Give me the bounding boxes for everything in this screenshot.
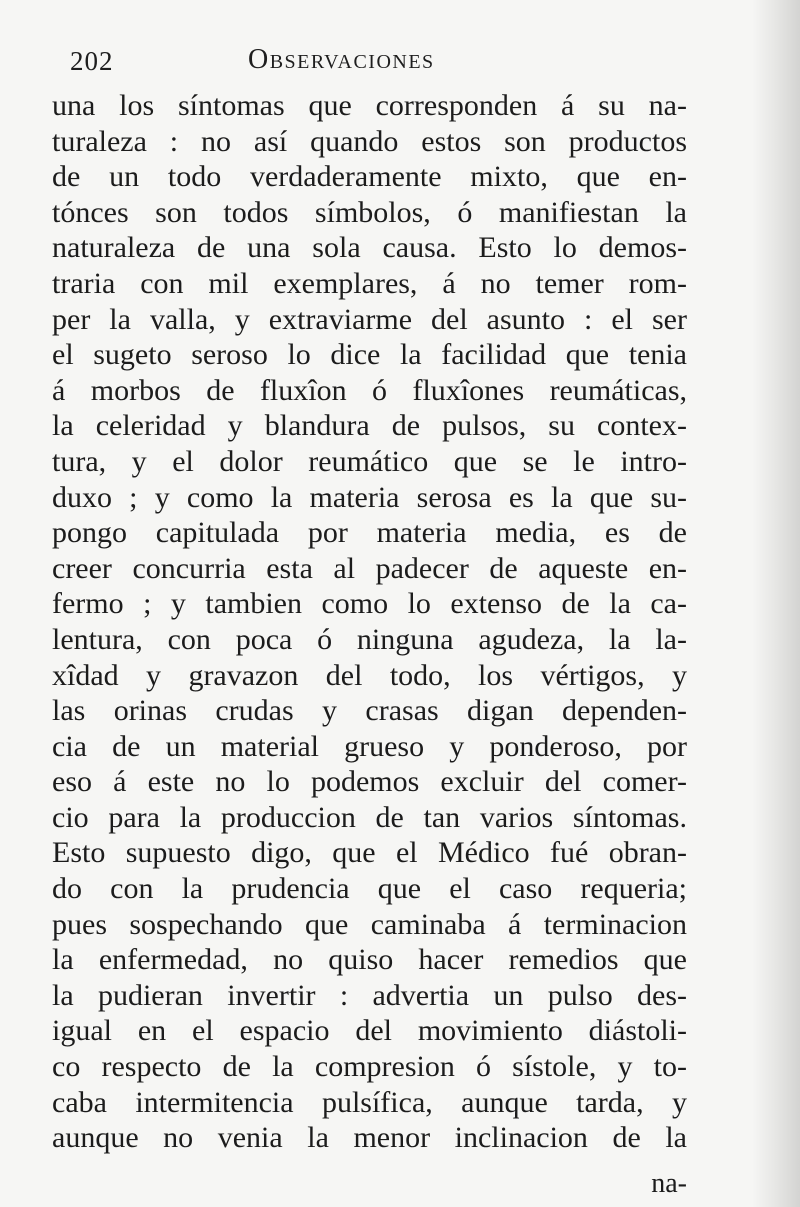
text-line: el sugeto seroso lo dice la facilidad que tenia <box>52 338 687 372</box>
text-line: la enfermedad, no quiso hacer remedios que <box>52 943 687 977</box>
text-line: tónces son todos símbolos, ó manifiestan la <box>52 195 687 229</box>
text-line: pues sospechando que caminaba á terminacion <box>52 907 687 941</box>
text-line: fermo ; y tambien como lo extenso de la ca- <box>52 587 687 621</box>
spine-shadow <box>752 0 800 1207</box>
text-line: co respecto de la compresion ó sístole, y to- <box>52 1050 687 1084</box>
page-number: 202 <box>70 46 114 76</box>
text-line: creer concurria esta al padecer de aqueste en- <box>52 551 687 585</box>
text-line: cio para la produccion de tan varios síntomas. <box>52 800 687 834</box>
text-line: naturaleza de una sola causa. Esto lo demos- <box>52 231 687 265</box>
catchword: na- <box>651 1168 687 1199</box>
text-line: lentura, con poca ó ninguna agudeza, la la- <box>52 622 687 656</box>
text-line: pongo capitulada por materia media, es de <box>52 516 687 550</box>
text-line: una los síntomas que corresponden á su na- <box>52 89 687 122</box>
text-line: xîdad y gravazon del todo, los vértigos, y <box>52 658 687 692</box>
body-text <box>52 88 687 1156</box>
text-line: Esto supuesto digo, que el Médico fué obran- <box>52 836 687 870</box>
text-line: cia de un material grueso y ponderoso, por <box>52 729 687 763</box>
text-line: á morbos de fluxîon ó fluxîones reumáticas, <box>52 373 687 407</box>
text-line: duxo ; y como la materia serosa es la que su- <box>52 480 687 514</box>
text-line: las orinas crudas y crasas digan dependen- <box>52 694 687 728</box>
running-title: Observaciones <box>248 44 435 75</box>
text-line: turaleza : no así quando estos son productos <box>52 124 687 158</box>
text-line: do con la prudencia que el caso requeria; <box>52 872 687 906</box>
text-line: aunque no venia la menor inclinacion de la <box>52 1121 687 1155</box>
text-line: eso á este no lo podemos excluir del comer- <box>52 765 687 799</box>
text-line: tura, y el dolor reumático que se le intro- <box>52 444 687 478</box>
page-footer <box>52 1168 687 1200</box>
text-line: caba intermitencia pulsífica, aunque tarda, y <box>52 1085 687 1119</box>
text-line: per la valla, y extraviarme del asunto : el ser <box>52 302 687 336</box>
text-line: la celeridad y blandura de pulsos, su contex- <box>52 409 687 443</box>
text-line: la pudieran invertir : advertia un pulso des- <box>52 978 687 1012</box>
text-line: traria con mil exemplares, á no temer rom- <box>52 266 687 300</box>
text-line: igual en el espacio del movimiento diástoli- <box>52 1014 687 1048</box>
text-line: de un todo verdaderamente mixto, que en- <box>52 160 687 194</box>
page-header <box>70 40 470 80</box>
